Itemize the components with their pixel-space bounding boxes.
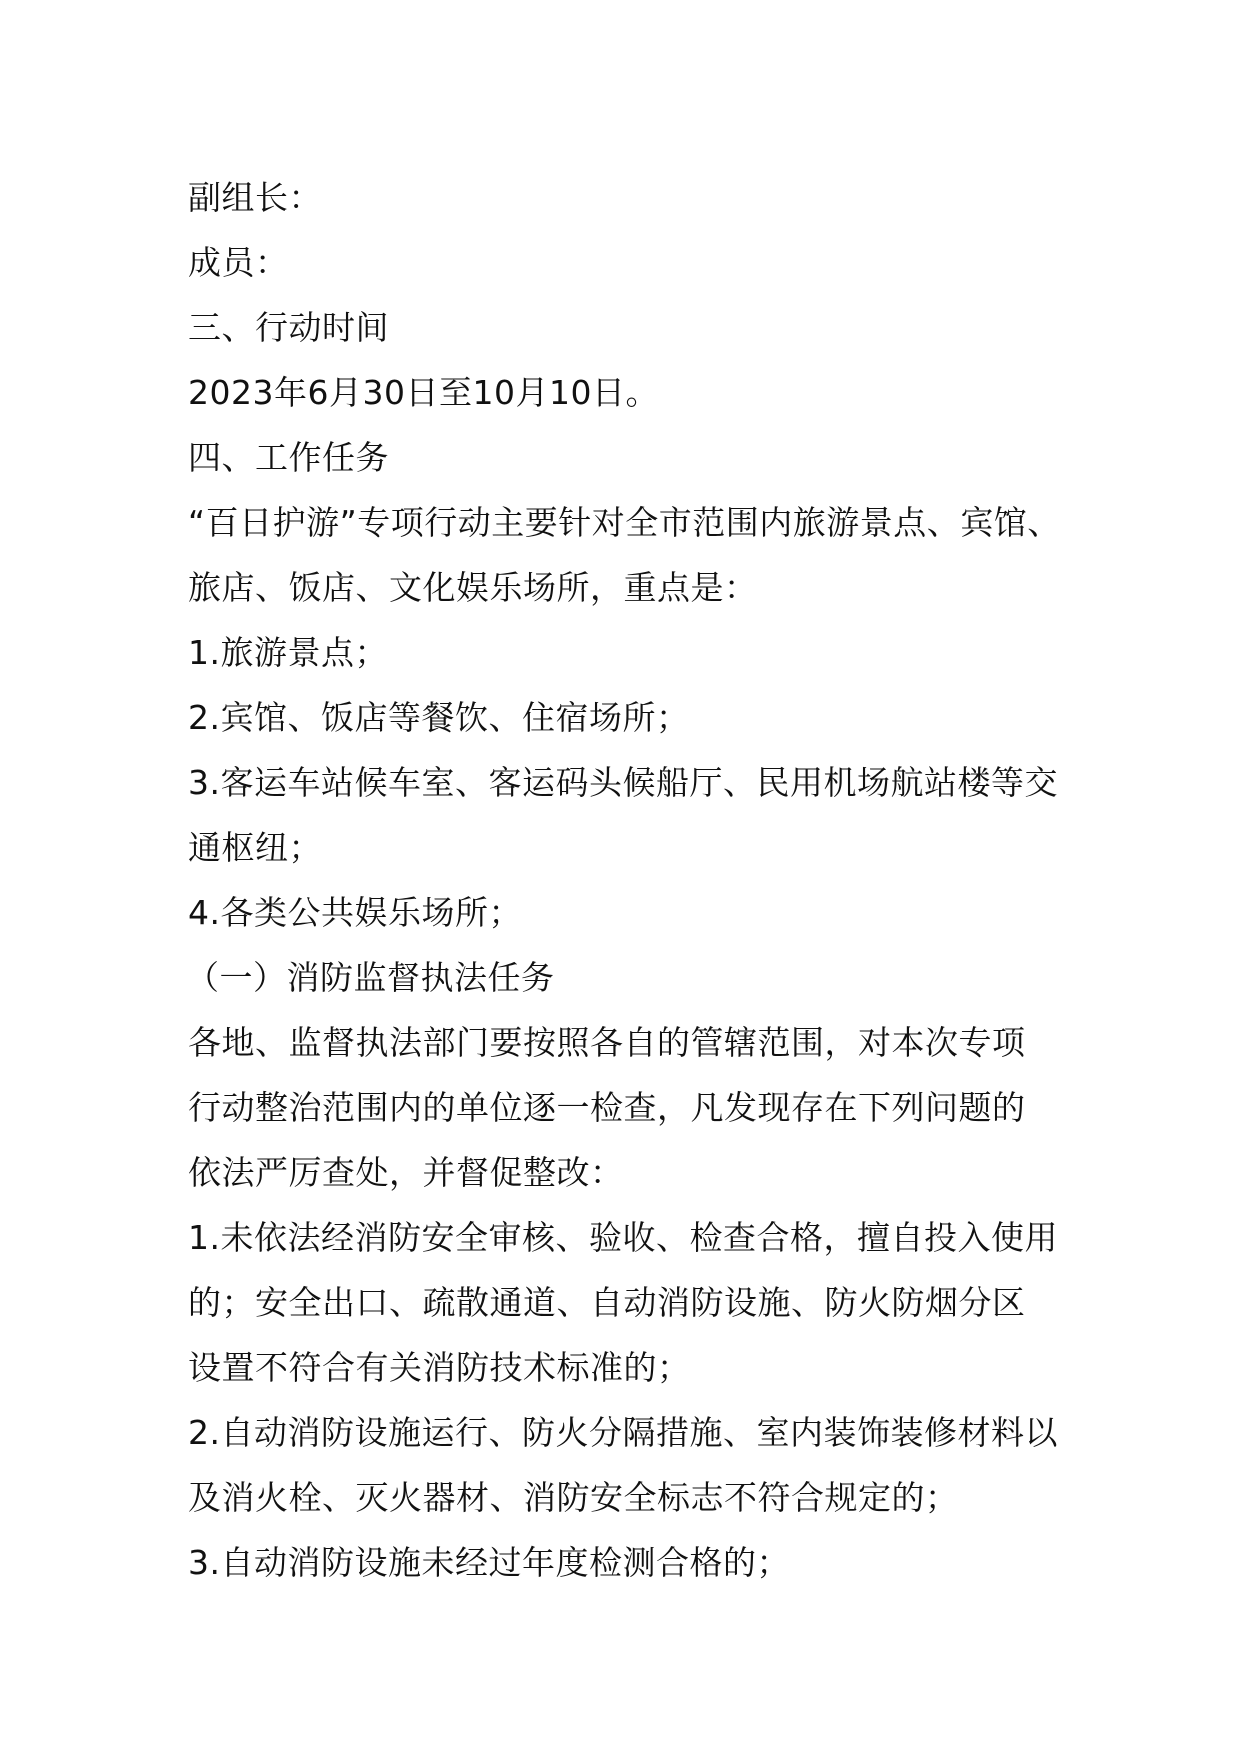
list-item-continuation: 的；安全出口、疏散通道、自动消防设施、防火防烟分区 (188, 1283, 1026, 1322)
text-line-date-range: 2023年6月30日至10月10日。 (188, 373, 659, 412)
section-heading-action-time: 三、行动时间 (188, 308, 389, 347)
list-item: 3.客运车站候车室、客运码头候船厅、民用机场航站楼等交 (188, 763, 1058, 802)
paragraph-line: 依法严厉查处，并督促整改： (188, 1153, 624, 1192)
subsection-heading-fire-supervision: （一）消防监督执法任务 (186, 958, 555, 997)
list-item: 3.自动消防设施未经过年度检测合格的； (188, 1543, 790, 1582)
list-item: 1.旅游景点； (188, 633, 388, 672)
list-item-continuation: 及消火栓、灭火器材、消防安全标志不符合规定的； (188, 1478, 959, 1517)
paragraph-line: 各地、监督执法部门要按照各自的管辖范围，对本次专项 (188, 1023, 1026, 1062)
list-item-continuation: 设置不符合有关消防技术标准的； (188, 1348, 691, 1387)
list-item: 1.未依法经消防安全审核、验收、检查合格，擅自投入使用 (188, 1218, 1058, 1257)
paragraph-line: 行动整治范围内的单位逐一检查，凡发现存在下列问题的 (188, 1088, 1026, 1127)
paragraph-line: “百日护游”专项行动主要针对全市范围内旅游景点、宾馆、 (188, 503, 1061, 542)
text-line-members: 成员： (188, 243, 289, 282)
paragraph-line: 旅店、饭店、文化娱乐场所，重点是： (188, 568, 758, 607)
list-item: 4.各类公共娱乐场所； (188, 893, 522, 932)
document-body (188, 165, 1088, 1595)
section-heading-work-tasks: 四、工作任务 (188, 438, 389, 477)
text-line-deputy-leader: 副组长： (188, 178, 322, 217)
list-item-continuation: 通枢纽； (188, 828, 322, 867)
list-item: 2.自动消防设施运行、防火分隔措施、室内装饰装修材料以 (188, 1413, 1058, 1452)
list-item: 2.宾馆、饭店等餐饮、住宿场所； (188, 698, 690, 737)
